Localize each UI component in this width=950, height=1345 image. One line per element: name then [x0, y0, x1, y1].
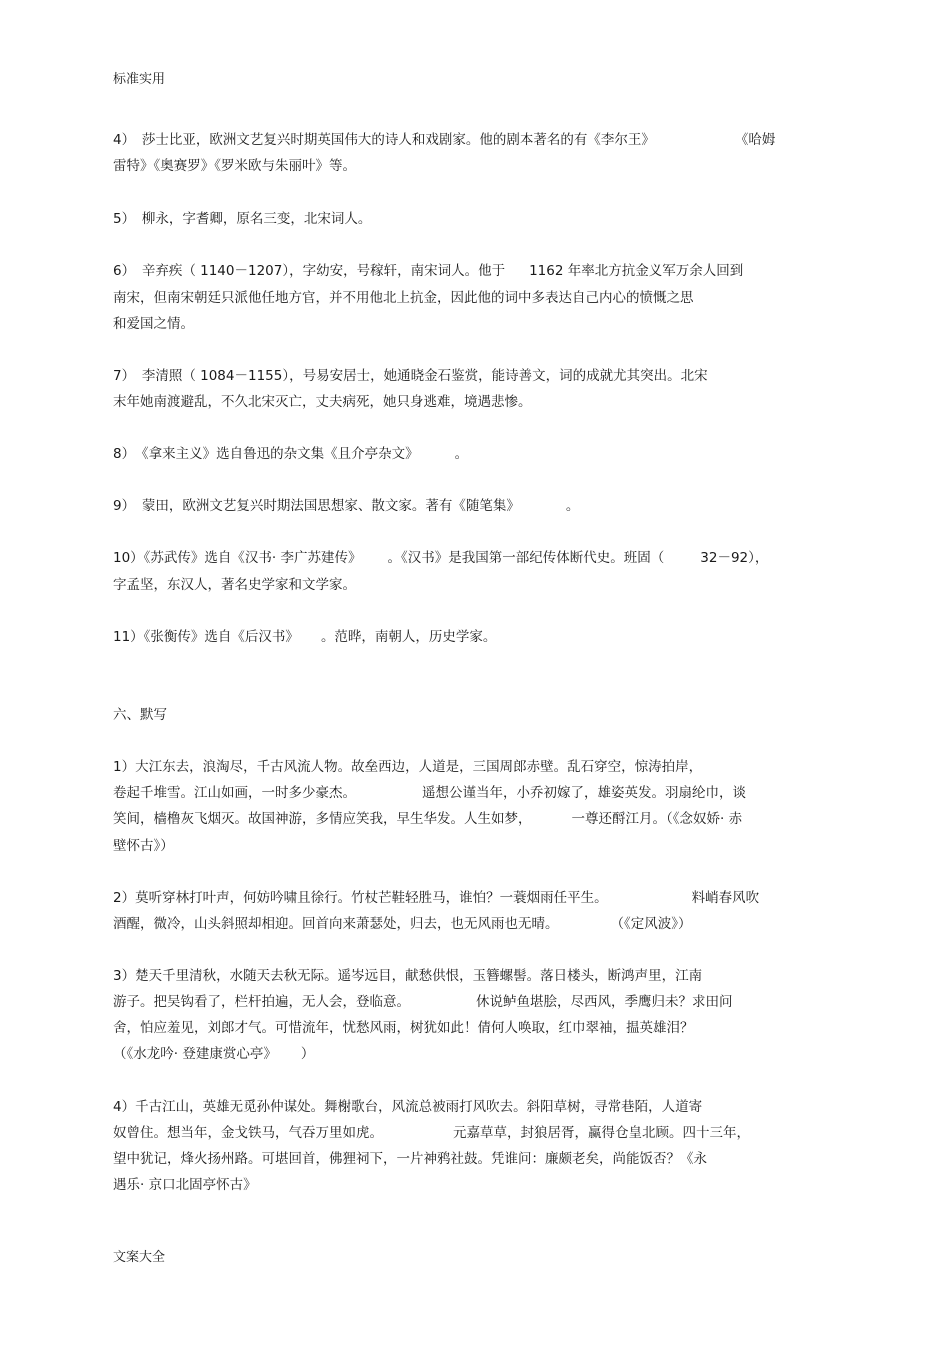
- text-line: 舍，怕应羞见，刘郎才气。可惜流年，忧愁风雨，树犹如此！倩何人唤取，红巾翠袖，揾英雄泪？: [113, 1020, 694, 1036]
- text-line: [113, 915, 692, 933]
- text-segment: 。范晔，南朝人，历史学家。: [320, 629, 497, 645]
- text-line: [113, 549, 768, 567]
- page-header: 标准实用: [113, 72, 166, 87]
- text-segment: 8） 《拿来主义》选自鲁迅的杂文集《且介亭杂文》: [113, 446, 419, 462]
- text-segment: 4） 莎士比亚，欧洲文艺复兴时期英国伟大的诗人和戏剧家。他的剧本著名的有《李尔王》: [113, 132, 655, 148]
- text-segment: 。: [454, 446, 469, 462]
- text-line: 3）楚天千里清秋，水随天去秋无际。遥岑远目，献愁供恨，玉簪螺髻。落日楼头，断鸿声里，江南: [113, 968, 703, 984]
- text-segment: 笑间，樯橹灰飞烟灭。故国神游，多情应笑我，早生华发。人生如梦，: [113, 811, 532, 827]
- text-line: [113, 784, 746, 802]
- text-segment: 遥想公谨当年，小乔初嫁了，雄姿英发。羽扇纶巾，谈: [422, 785, 746, 801]
- text-line: [113, 810, 742, 828]
- text-line: 遇乐· 京口北固亭怀古》: [113, 1177, 257, 1193]
- section-title: 六、默写: [113, 707, 167, 723]
- text-segment: 酒醒，微冷，山头斜照却相迎。回首向来萧瑟处，归去，也无风雨也无晴。: [113, 916, 559, 932]
- text-line: 和爱国之情。: [113, 316, 194, 332]
- text-line: [113, 889, 759, 907]
- text-line: 4）千古江山，英雄无觅孙仲谋处。舞榭歌台，风流总被雨打风吹去。斜阳草树，寻常巷陌，人道寄: [113, 1099, 703, 1115]
- text-line: 南宋，但南宋朝廷只派他任地方官，并不用他北上抗金，因此他的词中多表达自己内心的愤慨之思: [113, 290, 694, 306]
- text-line: [113, 445, 468, 463]
- text-line: 7） 李清照（ 1084－1155），号易安居士，她通晓金石鉴赏，能诗善文，词的成就尤其突出。北宋: [113, 368, 708, 384]
- text-line: 末年她南渡避乱，不久北宋灭亡，丈夫病死，她只身逃难，境遇悲惨。: [113, 394, 532, 410]
- text-segment: 一尊还酹江月。（《念奴娇· 赤: [571, 811, 743, 827]
- text-line: [113, 262, 743, 280]
- text-segment: 。: [565, 498, 580, 514]
- text-line: 5） 柳永，字耆卿，原名三变，北宋词人。: [113, 211, 372, 227]
- text-segment: （《水龙吟· 登建康赏心亭》: [113, 1046, 277, 1062]
- text-line: [113, 1045, 314, 1063]
- text-line: 雷特》《奥赛罗》《罗米欧与朱丽叶》等。: [113, 158, 356, 174]
- text-line: 字孟坚，东汉人，著名史学家和文学家。: [113, 577, 356, 593]
- text-segment: 游子。把吴钩看了，栏杆拍遍，无人会，登临意。: [113, 994, 410, 1010]
- text-segment: 9） 蒙田，欧洲文艺复兴时期法国思想家、散文家。著有《随笔集》: [113, 498, 520, 514]
- text-segment: （《定风波》）: [610, 916, 692, 932]
- text-segment: 。《汉书》是我国第一部纪传体断代史。班固（: [387, 550, 665, 566]
- text-segment: 卷起千堆雪。江山如画，一时多少豪杰。: [113, 785, 356, 801]
- text-line: [113, 1124, 750, 1142]
- text-segment: 10）《苏武传》选自《汉书· 李广苏建传》: [113, 550, 362, 566]
- text-segment: 6） 辛弃疾（ 1140－1207），字幼安，号稼轩，南宋词人。他于: [113, 263, 506, 279]
- text-segment: 休说鲈鱼堪脍，尽西风，季鹰归未？求田问: [476, 994, 733, 1010]
- text-segment: ）: [300, 1046, 315, 1062]
- text-segment: 32－92），: [700, 550, 769, 566]
- text-line: [113, 497, 579, 515]
- text-line: 望中犹记，烽火扬州路。可堪回首，佛狸祠下，一片神鸦社鼓。凭谁问：廉颇老矣，尚能饭否？《永: [113, 1151, 707, 1167]
- text-segment: 11）《张衡传》选自《后汉书》: [113, 629, 299, 645]
- page-footer: 文案大全: [113, 1250, 166, 1265]
- text-line: 1）大江东去，浪淘尽，千古风流人物。故垒西边，人道是，三国周郎赤壁。乱石穿空，惊涛拍岸，: [113, 759, 703, 775]
- text-segment: 元嘉草草，封狼居胥，赢得仓皇北顾。四十三年，: [453, 1125, 750, 1141]
- text-line: [113, 993, 733, 1011]
- text-line: [113, 628, 496, 646]
- text-segment: 料峭春风吹: [691, 890, 760, 906]
- text-segment: 1162 年率北方抗金义军万余人回到: [529, 263, 744, 279]
- text-segment: 2）莫听穿林打叶声，何妨吟啸且徐行。竹杖芒鞋轻胜马，谁怕？一蓑烟雨任平生。: [113, 890, 608, 906]
- text-line: 壁怀古》）: [113, 838, 174, 854]
- text-segment: 《哈姆: [734, 132, 776, 148]
- text-segment: 奴曾住。想当年，金戈铁马，气吞万里如虎。: [113, 1125, 383, 1141]
- text-line: [113, 131, 775, 149]
